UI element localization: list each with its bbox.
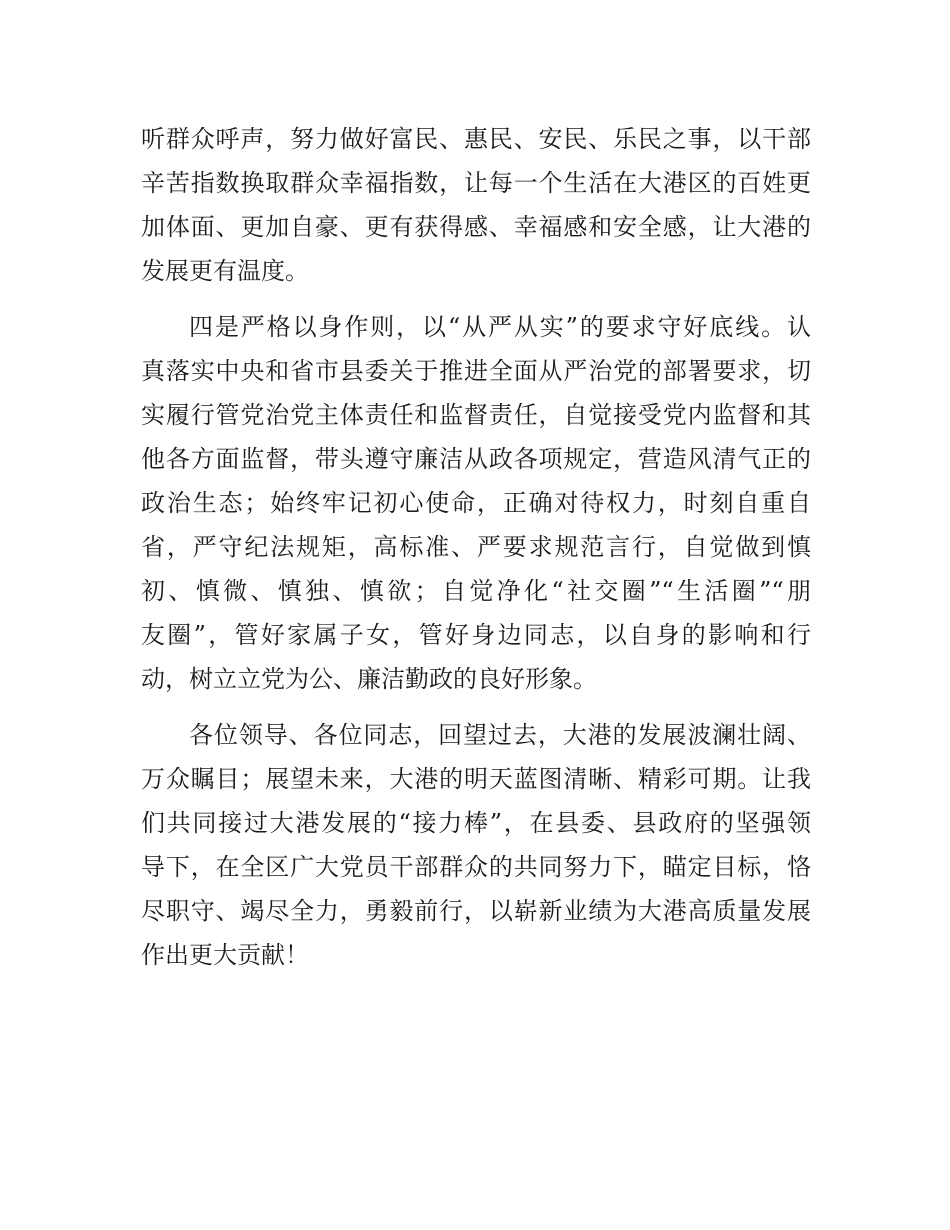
body-text (141, 117, 811, 977)
text-line: 加体面、更加自豪、更有获得感、幸福感和安全感，让大港的 (141, 213, 811, 241)
text-line: 作出更大贡献！ (141, 941, 309, 969)
text-line: 尽职守、竭尽全力，勇毅前行，以崭新业绩为大港高质量发展 (141, 897, 811, 925)
text-line: 听群众呼声，努力做好富民、惠民、安民、乐民之事，以干部 (141, 125, 811, 153)
text-line: 友圈”，管好家属子女，管好身边同志，以自身的影响和行 (141, 621, 811, 649)
text-line: 政治生态；始终牢记初心使命，正确对待权力，时刻自重自 (141, 489, 811, 517)
text-line: 实履行管党治党主体责任和监督责任，自觉接受党内监督和其 (141, 401, 811, 429)
text-line: 他各方面监督，带头遵守廉洁从政各项规定，营造风清气正的 (141, 445, 811, 473)
text-line: 真落实中央和省市县委关于推进全面从严治党的部署要求，切 (141, 357, 811, 385)
text-line: 们共同接过大港发展的“接力棒”，在县委、县政府的坚强领 (141, 809, 811, 837)
text-line: 四是严格以身作则，以“从严从实”的要求守好底线。认 (189, 313, 811, 341)
text-line: 初、慎微、慎独、慎欲；自觉净化“社交圈”“生活圈”“朋 (141, 577, 811, 605)
text-line: 万众瞩目；展望未来，大港的明天蓝图清晰、精彩可期。让我 (141, 765, 811, 793)
text-line: 各位领导、各位同志，回望过去，大港的发展波澜壮阔、 (189, 721, 811, 749)
text-line: 省，严守纪法规矩，高标准、严要求规范言行，自觉做到慎 (141, 533, 811, 561)
text-line: 导下，在全区广大党员干部群众的共同努力下，瞄定目标，恪 (141, 853, 811, 881)
paragraph-1 (141, 117, 811, 293)
paragraph-spacer (141, 701, 811, 713)
text-line: 辛苦指数换取群众幸福指数，让每一个生活在大港区的百姓更 (141, 169, 811, 197)
paragraph-3 (141, 713, 811, 977)
paragraph-2 (141, 305, 811, 701)
text-line: 动，树立立党为公、廉洁勤政的良好形象。 (141, 665, 597, 693)
text-line: 发展更有温度。 (141, 257, 309, 285)
paragraph-spacer (141, 293, 811, 305)
